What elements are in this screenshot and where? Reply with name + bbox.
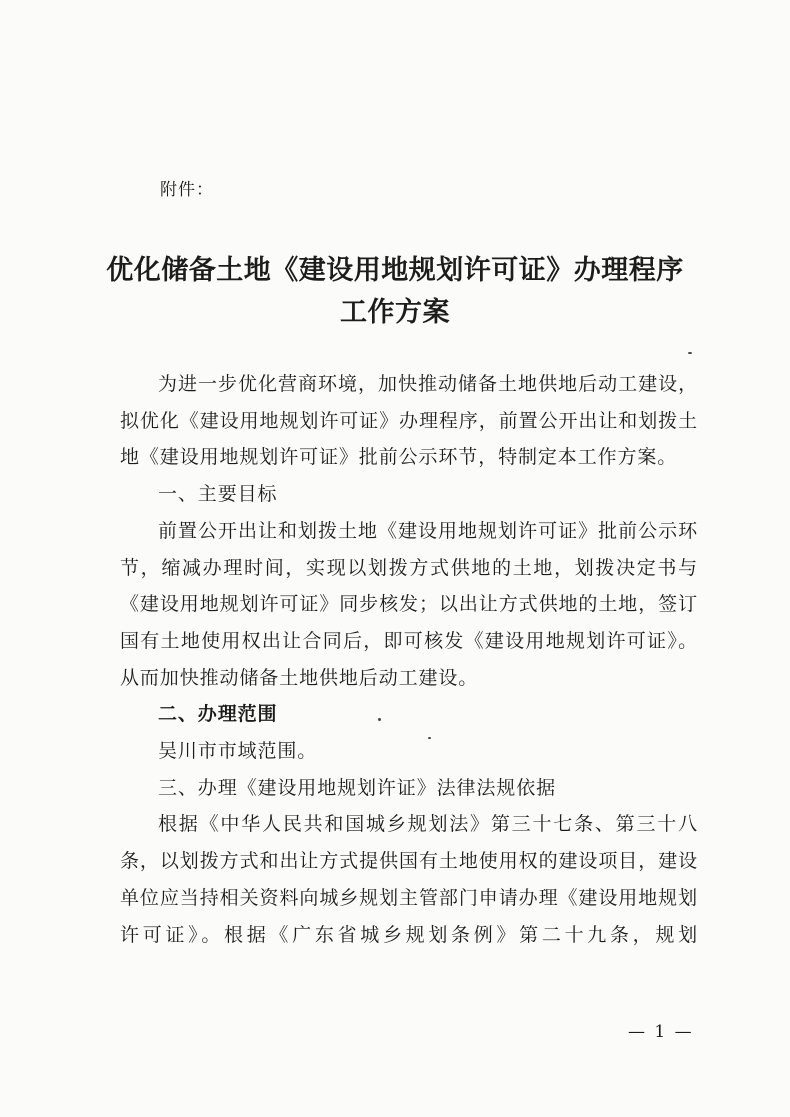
scan-speck (428, 737, 431, 739)
scan-speck (378, 718, 381, 721)
document-title-line-2: 工作方案 (340, 297, 450, 328)
section-heading-goals: 一、主要目标 (158, 483, 278, 506)
document-title-line-1: 优化储备土地《建设用地规划许可证》办理程序 (106, 255, 684, 286)
document-body (120, 366, 698, 953)
section-body-scope: 吴川市市域范围。 (158, 740, 318, 763)
section-heading-legal-basis: 三、办理《建设用地规划许证》法律法规依据 (158, 776, 557, 799)
page-number: — 1 — (628, 1022, 694, 1042)
section-body-goals: 前置公开出让和划拨土地《建设用地规划许可证》批前公示环节，缩减办理时间，实现以划拨方式供地的土地，划拨决定书与《建设用地规划许可证》同步核发；以出让方式供地的土地，签订国有土地使用权出让合同后，即可核发《建设用地规划许可证》。从而加快推动储备土地供地后动工建设。 (120, 519, 698, 689)
intro-paragraph: 为进一步优化营商环境，加快推动储备土地供地后动工建设，拟优化《建设用地规划许可证》办理程序，前置公开出让和划拨土地《建设用地规划许可证》批前公示环节，特制定本工作方案。 (120, 373, 698, 469)
section-heading-scope: 二、办理范围 (158, 703, 278, 726)
section-body-legal-basis: 根据《中华人民共和国城乡规划法》第三十七条、第三十八条，以划拨方式和出让方式提供国有土地使用权的建设项目，建设单位应当持相关资料向城乡规划主管部门申请办理《建设用地规划许可证》。根据《广东省城乡规划条例》第二十九条，规划 (120, 813, 698, 946)
scan-speck (688, 352, 692, 354)
attachment-label: 附件： (160, 180, 214, 200)
